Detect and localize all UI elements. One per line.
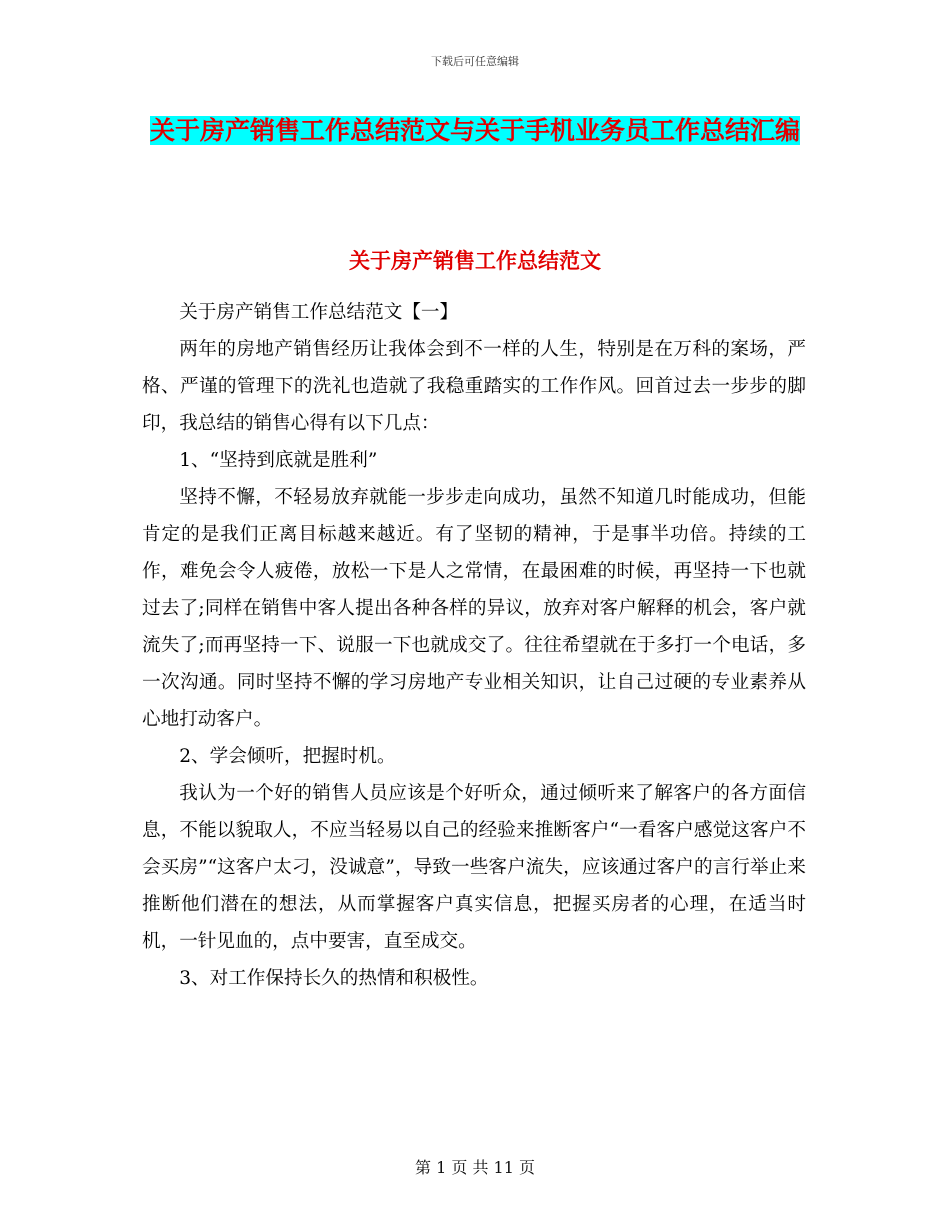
- paragraph: 两年的房地产销售经历让我体会到不一样的人生，特别是在万科的案场，严格、严谨的管理下的洗礼也造就了我稳重踏实的工作作风。回首过去一步步的脚印，我总结的销售心得有以下几点：: [142, 339, 806, 434]
- list-heading: 3、对工作保持长久的热情和积极性。: [179, 968, 489, 989]
- document-title-text: 关于房产销售工作总结范文与关于手机业务员工作总结汇编: [149, 116, 800, 145]
- paragraph: 坚持不懈，不轻易放弃就能一步步走向成功，虽然不知道几时能成功，但能肯定的是我们正离目标越来越近。有了坚韧的精神，于是事半功倍。持续的工作，难免会令人疲倦，放松一下是人之常情，在最困难的时候，再坚持一下也就过去了;同样在销售中客人提出各种各样的异议，放弃对客户解释的机会，客户就流失了;而再坚持一下、说服一下也就成交了。往往希望就在于多打一个电话，多一次沟通。同时坚持不懈的学习房地产专业相关知识，让自己过硬的专业素养从心地打动客户。: [142, 487, 806, 730]
- list-heading: 2、学会倾听，把握时机。: [179, 746, 396, 767]
- document-title: [140, 108, 810, 154]
- list-heading: 1、“坚持到底就是胜利”: [179, 450, 378, 471]
- page-header: 下载后可任意编辑: [431, 55, 519, 68]
- subheading: 关于房产销售工作总结范文【一】: [179, 302, 459, 323]
- page-footer: 第 1 页 共 11 页: [415, 1158, 535, 1177]
- document-body: [142, 294, 806, 997]
- paragraph: 我认为一个好的销售人员应该是个好听众，通过倾听来了解客户的各方面信息，不能以貌取人，不应当轻易以自己的经验来推断客户“一看客户感觉这客户不会买房”“这客户太刁，没诚意”，导致一些客户流失，应该通过客户的言行举止来推断他们潜在的想法，从而掌握客户真实信息，把握买房者的心理，在适当时机，一针见血的，点中要害，直至成交。: [142, 783, 806, 952]
- section-title: 关于房产销售工作总结范文: [349, 248, 601, 273]
